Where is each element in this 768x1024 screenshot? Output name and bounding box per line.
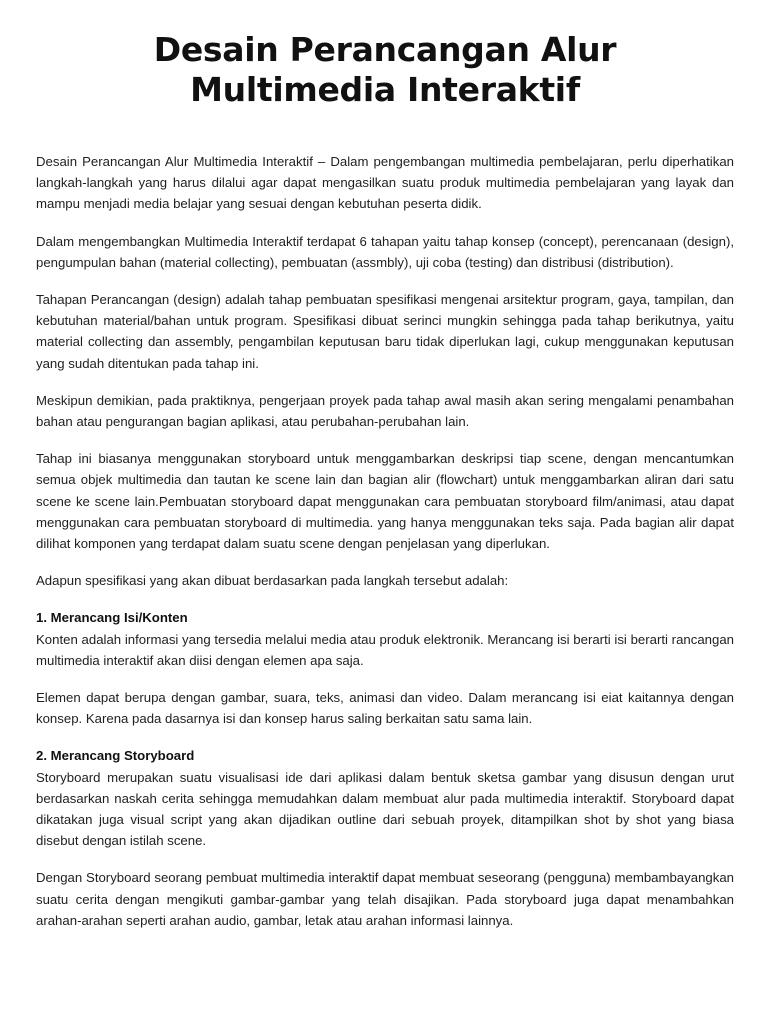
document-page: [36, 30, 734, 947]
storyboard-benefit-paragraph: Dengan Storyboard seorang pembuat multimedia interaktif dapat membuat seseorang (pengguna) membambayangkan suatu cerita dengan mengikuti gambar-gambar yang telah disajikan. Pada storyboard juga dapat menambahkan arahan-arahan seperti arahan audio, gambar, letak atau arahan informasi lainnya.: [36, 870, 734, 928]
stages-paragraph: Dalam mengembangkan Multimedia Interaktif terdapat 6 tahapan yaitu tahap konsep (concept), perencanaan (design), pengumpulan bahan (material collecting), pembuatan (assmbly), uji coba (testing) dan distribusi (distribution).: [36, 233, 734, 270]
title-line-1: Desain Perancangan Alur: [153, 30, 617, 69]
storyboard-usage-paragraph: Tahap ini biasanya menggunakan storyboard untuk menggambarkan deskripsi tiap scene, dengan mencantumkan semua objek multimedia dan tautan ke scene lain dan bagian alir (flowchart) untuk menggambarkan aliran dari satu scene ke scene lain.Pembuatan storyboard dapat menggunakan cara pembuatan storyboard film/animasi, atau dapat menggunakan cara pembuatan storyboard di multimedia. yang hanya menggunakan teks saja. Pada bagian alir dapat dilihat komponen yang terdapat dalam suatu scene dengan penjelasan yang diperlukan.: [36, 451, 734, 552]
content-elements-paragraph: Elemen dapat berupa dengan gambar, suara, teks, animasi dan video. Dalam merancang isi eiat kaitannya dengan konsep. Karena pada dasarnya isi dan konsep harus saling berkaitan satu sama lain.: [36, 690, 734, 727]
title-line-2: Multimedia Interaktif: [190, 70, 580, 109]
intro-paragraph: Desain Perancangan Alur Multimedia Interaktif – Dalam pengembangan multimedia pembelajaran, perlu diperhatikan langkah-langkah yang harus dilalui agar dapat mengasilkan suatu produk multimedia pembelajaran yang layak dan mampu menjadi media belajar yang sesuai dengan kebutuhan peserta didik.: [36, 154, 734, 212]
design-stage-paragraph: Tahapan Perancangan (design) adalah tahap pembuatan spesifikasi mengenai arsitektur program, gaya, tampilan, dan kebutuhan material/bahan untuk program. Spesifikasi dibuat serinci mungkin sehingga pada tahap berikutnya, yaitu material collecting dan assembly, pengambilan keputusan baru tidak diperlukan lagi, cukup menggunakan keputusan yang sudah ditentukan pada tahap ini.: [36, 292, 734, 371]
specification-intro-paragraph: Adapun spesifikasi yang akan dibuat berdasarkan pada langkah tersebut adalah:: [36, 573, 509, 589]
section-heading-content: 1. Merancang Isi/Konten: [36, 610, 188, 626]
content-definition-paragraph: Konten adalah informasi yang tersedia melalui media atau produk elektronik. Merancang isi berarti isi berarti rancangan multimedia interaktif akan diisi dengan elemen apa saja.: [36, 631, 734, 668]
section-heading-storyboard: 2. Merancang Storyboard: [36, 748, 195, 764]
storyboard-definition-paragraph: Storyboard merupakan suatu visualisasi ide dari aplikasi dalam bentuk sketsa gambar yang disusun dengan urut berdasarkan naskah cerita sehingga memudahkan dalam membuat alur pada multimedia interaktif. Storyboard dapat dikatakan juga visual script yang akan dijadikan outline dari sebuah proyek, ditampilkan shot by shot yang biasa disebut dengan istilah scene.: [36, 769, 734, 849]
practice-paragraph: Meskipun demikian, pada praktiknya, pengerjaan proyek pada tahap awal masih akan sering mengalami penambahan bahan atau pengurangan bagian aplikasi, atau perubahan-perubahan lain.: [36, 392, 734, 430]
document-title: [36, 30, 734, 110]
